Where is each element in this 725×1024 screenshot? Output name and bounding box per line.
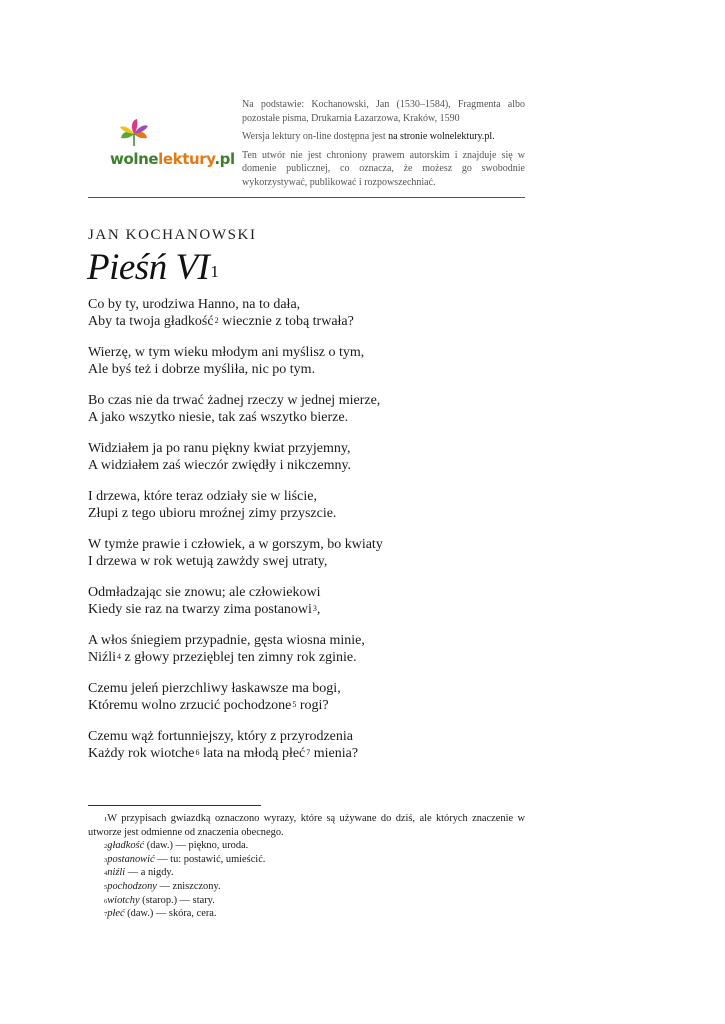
poem-line: Czemu jeleń pierzchliwy łaskawsze ma bogi, [88,681,341,696]
poem-line [88,313,383,330]
line-text: Kiedy sie raz na twarzy zima postanowi [88,602,312,617]
poem-line [88,553,383,570]
line-text: Każdy rok wiotche [88,746,195,761]
stanza [88,392,383,426]
line-text: , [316,602,321,617]
poem-line [88,601,383,618]
footnote-item [88,853,525,867]
line-text: wiecznie z tobą trwała? [218,314,354,329]
footnote-definition: — a nigdy. [125,867,174,879]
author-name: JAN KOCHANOWSKI [88,227,257,243]
poem-line: Odmładzając sie znowu; ale człowiekowi [88,585,321,600]
stanza [88,728,383,762]
poem-line [88,697,383,714]
poem-line [88,505,383,522]
footnote-definition: — zniszczony. [156,880,221,892]
footnote-item [88,894,525,908]
footnote-1: $^1$W przypisach gwiazdką oznaczono wyrazy, które są używane do dziś, ale których znaczenie w utworze jest odmienne od znaczenia obecnego. [88,813,525,838]
footnote-number: 3 [104,856,108,864]
footnote-item [88,907,525,921]
wolnelektury-link[interactable]: na stronie wolnelektury.pl. [388,131,495,143]
footnote-list [88,839,525,921]
poem-body [88,296,383,776]
footnote-ref[interactable]: 3 [312,604,317,613]
poem-line [88,745,383,762]
stanza [88,440,383,474]
line-text: Aby ta twoja gładkość [88,314,214,329]
footnote-number: 7 [104,911,108,919]
header-divider [88,197,525,198]
license-note: Ten utwór nie jest chroniony prawem autorskim i znajduje się w domenie publicznej, co oznacza, że możesz go swobodnie wykorzystywać, publikować i rozpowszechniać. [242,149,525,188]
footnote-ref[interactable]: 5 [292,700,297,709]
footnote-ref[interactable]: 2 [214,316,219,325]
stanza [88,488,383,522]
footnote-definition: (starop.) — stary. [139,894,215,906]
poem-line: Co by ty, urodziwa Hanno, na to dała, [88,297,301,312]
line-text: mienia? [310,746,359,761]
footnote-term: pochodzony [107,880,157,892]
stanza [88,344,383,378]
footnote-term: płeć [107,908,125,920]
poem-line [88,361,383,378]
poem-line [88,649,383,666]
stanza [88,296,383,330]
line-text: A widziałem zaś wieczór zwiędły i nikczemny. [88,458,352,473]
poem-title: Pieśń $VI^1$ [87,247,219,288]
footnote-definition: — tu: postawić, umieścić. [154,853,266,865]
header-info [242,98,525,195]
wolnelektury-logo[interactable] [88,112,235,172]
poem-line [88,457,383,474]
source-note: Na podstawie: Kochanowski, Jan (1530–1584), Fragmenta albo pozostałe pisma, Drukarnia Łazarzowa, Kraków, 1590 [242,99,525,124]
footnote-definition: (daw.) — skóra, cera. [124,908,217,920]
poem-line: A włos śniegiem przypadnie, gęsta wiosna minie, [88,633,365,648]
footnote-divider [88,805,261,806]
footnote-number: 6 [104,897,108,905]
footnote-ref[interactable]: 4 [117,652,121,661]
footnote-item [88,839,525,853]
footnotes [88,812,525,921]
footnote-term: wiotchy [107,894,140,906]
footnote-definition: (daw.) — piękno, uroda. [144,840,249,852]
poem-line: Widziałem ja po ranu piękny kwiat przyjemny, [88,441,351,456]
line-text: Któremu wolno zrzucić pochodzone [88,698,292,713]
line-text: Niźli [88,650,116,665]
footnote-item [88,866,525,880]
footnote-number: 4 [104,870,108,878]
footnote-number: 2 [104,843,108,851]
line-text: A jako wszytko niesie, tak zaś wszytko bierze. [88,410,349,425]
logo-text: wolnelektury.pl [110,150,235,168]
poem-line: Bo czas nie da trwać żadnej rzeczy w jednej mierze, [88,393,381,408]
line-text: z głowy przezięblej ten zimny rok zginie. [121,650,357,665]
stanza [88,680,383,714]
title-footnote-ref[interactable]: 1 [210,262,219,281]
stanza [88,584,383,618]
stanza [88,536,383,570]
footnote-term: gładkość [107,840,145,852]
poem-line: W tymże prawie i człowiek, a w gorszym, bo kwiaty [88,537,383,552]
poem-line [88,409,383,426]
footnote-item [88,880,525,894]
footnote-term: postanowić [107,853,155,865]
footnote-ref[interactable]: 6 [195,748,200,757]
poem-line: I drzewa, które teraz odziały sie w liście, [88,489,317,504]
poem-line: Wierzę, w tym wieku młodym ani myślisz o tym, [88,345,365,360]
footnote-number: 5 [104,883,108,891]
poem-line: Czemu wąż fortunniejszy, który z przyrodzenia [88,729,353,744]
line-text: I drzewa w rok wetują zawżdy swej utraty, [88,554,328,569]
footnote-term: niźli [107,867,126,879]
line-text: Ale byś też i dobrze myśliła, nic po tym. [88,362,316,377]
online-version-note: Wersja lektury on-line dostępna jest na stronie wolnelektury.pl. [242,131,495,143]
line-text: lata na młodą płeć [199,746,306,761]
line-text: Złupi z tego ubioru mroźnej zimy przyszcie. [88,506,337,521]
line-text: rogi? [296,698,329,713]
footnote-ref[interactable]: 7 [306,748,311,757]
stanza [88,632,383,666]
